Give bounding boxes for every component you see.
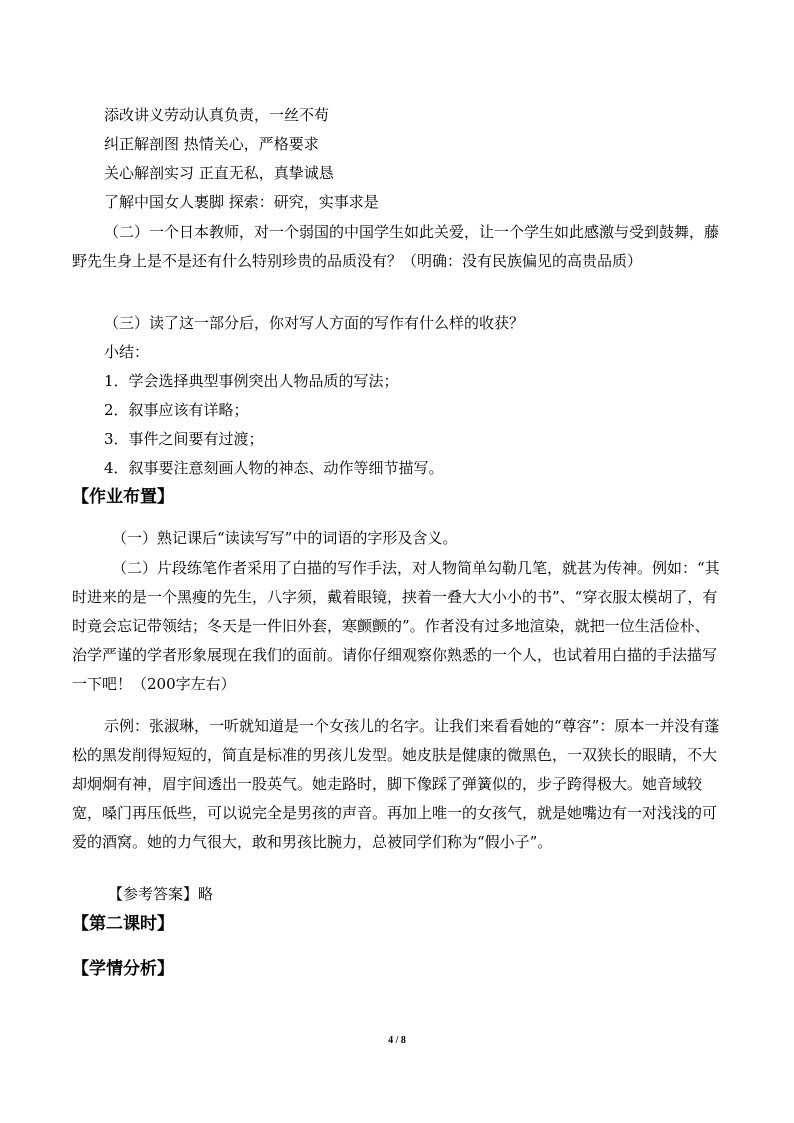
text-line: 添改讲义劳动认真负责，一丝不苟 bbox=[104, 106, 330, 124]
text-line: 了解中国女人裹脚 探索：研究，实事求是 bbox=[104, 193, 379, 211]
section-heading: 【第二课时】 bbox=[72, 914, 174, 934]
page-number: 4 / 8 bbox=[388, 1035, 406, 1046]
summary-title: 小结： bbox=[104, 343, 150, 361]
example-paragraph: 示例：张淑琳，一听就知道是一个女孩儿的名字。让我们来看看她的“尊容”：原本一并没有蓬松的黑发削得短短的，简直是标准的男孩儿发型。她皮肤是健康的微黑色，一双狭长的眼睛，不大却炯炯有神，眉宇间透出一股英气。她走路时，脚下像踩了弹簧似的，步子跨得极大。她音域较宽，嗓门再压低些，可以说完全是男孩的声音。再加上唯一的女孩气，就是她嘴边有一对浅浅的可爱的酒窝。她的力气很大，敢和男孩比腕力，总被同学们称为“假小子”。 bbox=[72, 717, 720, 851]
summary-item: 4．叙事要注意刻画人物的神态、动作等细节描写。 bbox=[104, 459, 444, 477]
section-heading: 【作业布置】 bbox=[72, 487, 174, 507]
homework-paragraph: （二）片段练笔作者采用了白描的写作手法，对人物简单勾勒几笔，就甚为传神。例如：“其时进来的是一个黑瘦的先生，八字须，戴着眼镜，挟着一叠大大小小的书”、“穿衣服太模胡了，有时竟会忘记带领结；冬天是一件旧外套，寒颤颤的”。作者没有过多地渲染，就把一位生活俭朴、治学严谨的学者形象展现在我们的面前。请你仔细观察你熟悉的一个人，也试着用白描的手法描写一下吧！（200字左右） bbox=[72, 559, 720, 693]
section-heading: 【学情分析】 bbox=[72, 959, 174, 979]
summary-item: 2．叙事应该有详略； bbox=[104, 401, 249, 419]
answer-line: 【参考答案】略 bbox=[108, 885, 214, 903]
summary-item: 3．事件之间要有过渡； bbox=[104, 430, 264, 448]
homework-item: （一）熟记课后“读读写写”中的词语的字形及含义。 bbox=[112, 529, 458, 547]
question-line: （三）读了这一部分后，你对写人方面的写作有什么样的收获？ bbox=[104, 314, 525, 332]
question-paragraph: （二）一个日本教师，对一个弱国的中国学生如此关爱，让一个学生如此感激与受到鼓舞，藤野先生身上是不是还有什么特别珍贵的品质没有？（明确：没有民族偏见的高贵品质） bbox=[72, 223, 720, 270]
text-line: 纠正解剖图 热情关心，严格要求 bbox=[104, 135, 319, 153]
text-line: 关心解剖实习 正直无私，真挚诚恳 bbox=[104, 164, 334, 182]
summary-item: 1．学会选择典型事例突出人物品质的写法； bbox=[104, 372, 399, 390]
